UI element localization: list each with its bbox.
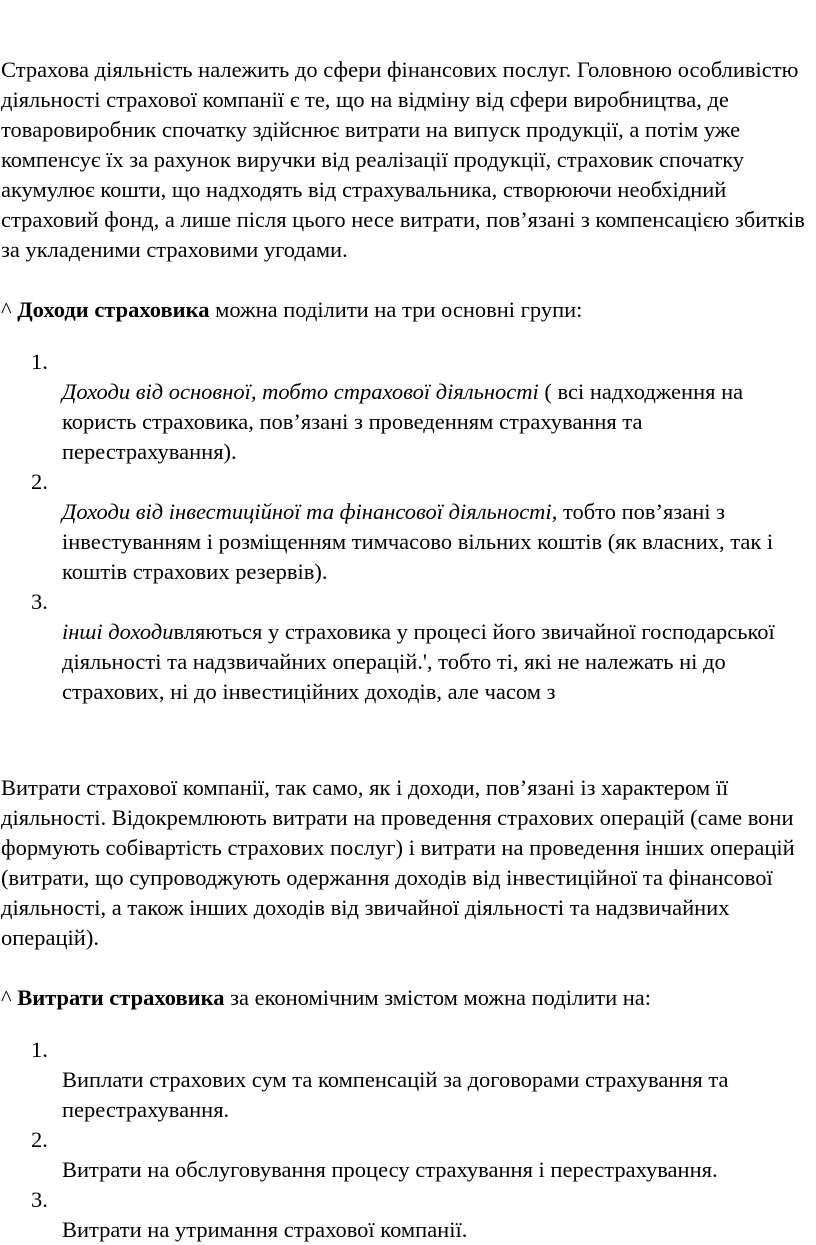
list-item-text: Виплати страхових сум та компенсацій за договорами страхування та перестрахування. (62, 1067, 729, 1122)
list-item-text (0, 497, 812, 587)
list-item-number: 2. (31, 469, 48, 494)
list-item-italic: Доходи від інвестиційної та фінансової діяльності (62, 499, 552, 524)
expenses-paragraph: Витрати страхової компанії, так само, як і доходи, пов’язані із характером її діяльності. Відокремлюють витрати на проведення страхових операцій (саме вони формують собівартість страхових послуг) і витрати на проведення інших операцій (витрати, що супроводжують одержання доходів від інвестиційної та фінансової діяльності, а також інших доходів від звичайної діяльності та надзвичайних операцій). (1, 775, 795, 950)
income-heading-bold: Доходи страховика (17, 297, 210, 322)
list-item-text: Витрати на утримання страхової компанії. (62, 1217, 468, 1242)
income-list (0, 347, 812, 707)
list-item-text: Витрати на обслуговування процесу страхування і перестрахування. (62, 1157, 718, 1182)
list-item-number: 3. (31, 1187, 48, 1212)
expenses-heading (0, 983, 812, 1013)
list-item-text (0, 617, 812, 707)
list-item (0, 1035, 812, 1125)
caret-marker: ^ (1, 297, 12, 322)
list-item-text (0, 377, 812, 467)
list-item-number: 2. (31, 1127, 48, 1152)
list-item (0, 1185, 812, 1245)
list-item-italic: інші доходи (62, 619, 174, 644)
list-item (0, 347, 812, 467)
list-item-rest: , тобто пов’язані з інвестуванням і розміщенням тимчасово вільних коштів (як власних, так і коштів страхових резервів). (62, 499, 774, 584)
list-item-number: 1. (31, 349, 48, 374)
list-item-number: 1. (31, 1037, 48, 1062)
list-item-number: 3. (31, 589, 48, 614)
list-item (0, 587, 812, 707)
document-page (0, 55, 812, 1245)
expenses-list (0, 1035, 812, 1245)
list-item-rest: ( всі надходження на користь страховика, пов’язані з проведенням страхування та перестрахування). (62, 379, 744, 464)
list-item (0, 1125, 812, 1185)
intro-paragraph: Страхова діяльність належить до сфери фінансових послуг. Головною особливістю діяльності страхової компанії є те, що на відміну від сфери виробництва, де товаровиробник спочатку здійснює витрати на випуск продукції, а потім уже компенсує їх за рахунок виручки від реалізації продукції, страховик спочатку акумулює кошти, що надходять від страхувальника, створюючи необхідний страховий фонд, а лише після цього несе витрати, пов’язані з компенсацією збитків за укладеними страховими угодами. (1, 57, 805, 262)
income-heading (0, 295, 812, 325)
list-item-italic: Доходи від основної, тобто страхової діяльності (62, 379, 539, 404)
caret-marker: ^ (1, 985, 12, 1010)
list-item (0, 467, 812, 587)
income-heading-rest: можна поділити на три основні групи: (209, 297, 583, 322)
expenses-heading-bold: Витрати страховика (17, 985, 225, 1010)
list-item-rest: вляються у страховика у процесі його звичайної господарської діяльності та надзвичайних операцій.', тобто ті, які не належать ні до страхових, ні до інвестиційних доходів, але часом з (62, 619, 775, 704)
expenses-heading-rest: за економічним змістом можна поділити на: (224, 985, 652, 1010)
spacer (0, 707, 812, 773)
